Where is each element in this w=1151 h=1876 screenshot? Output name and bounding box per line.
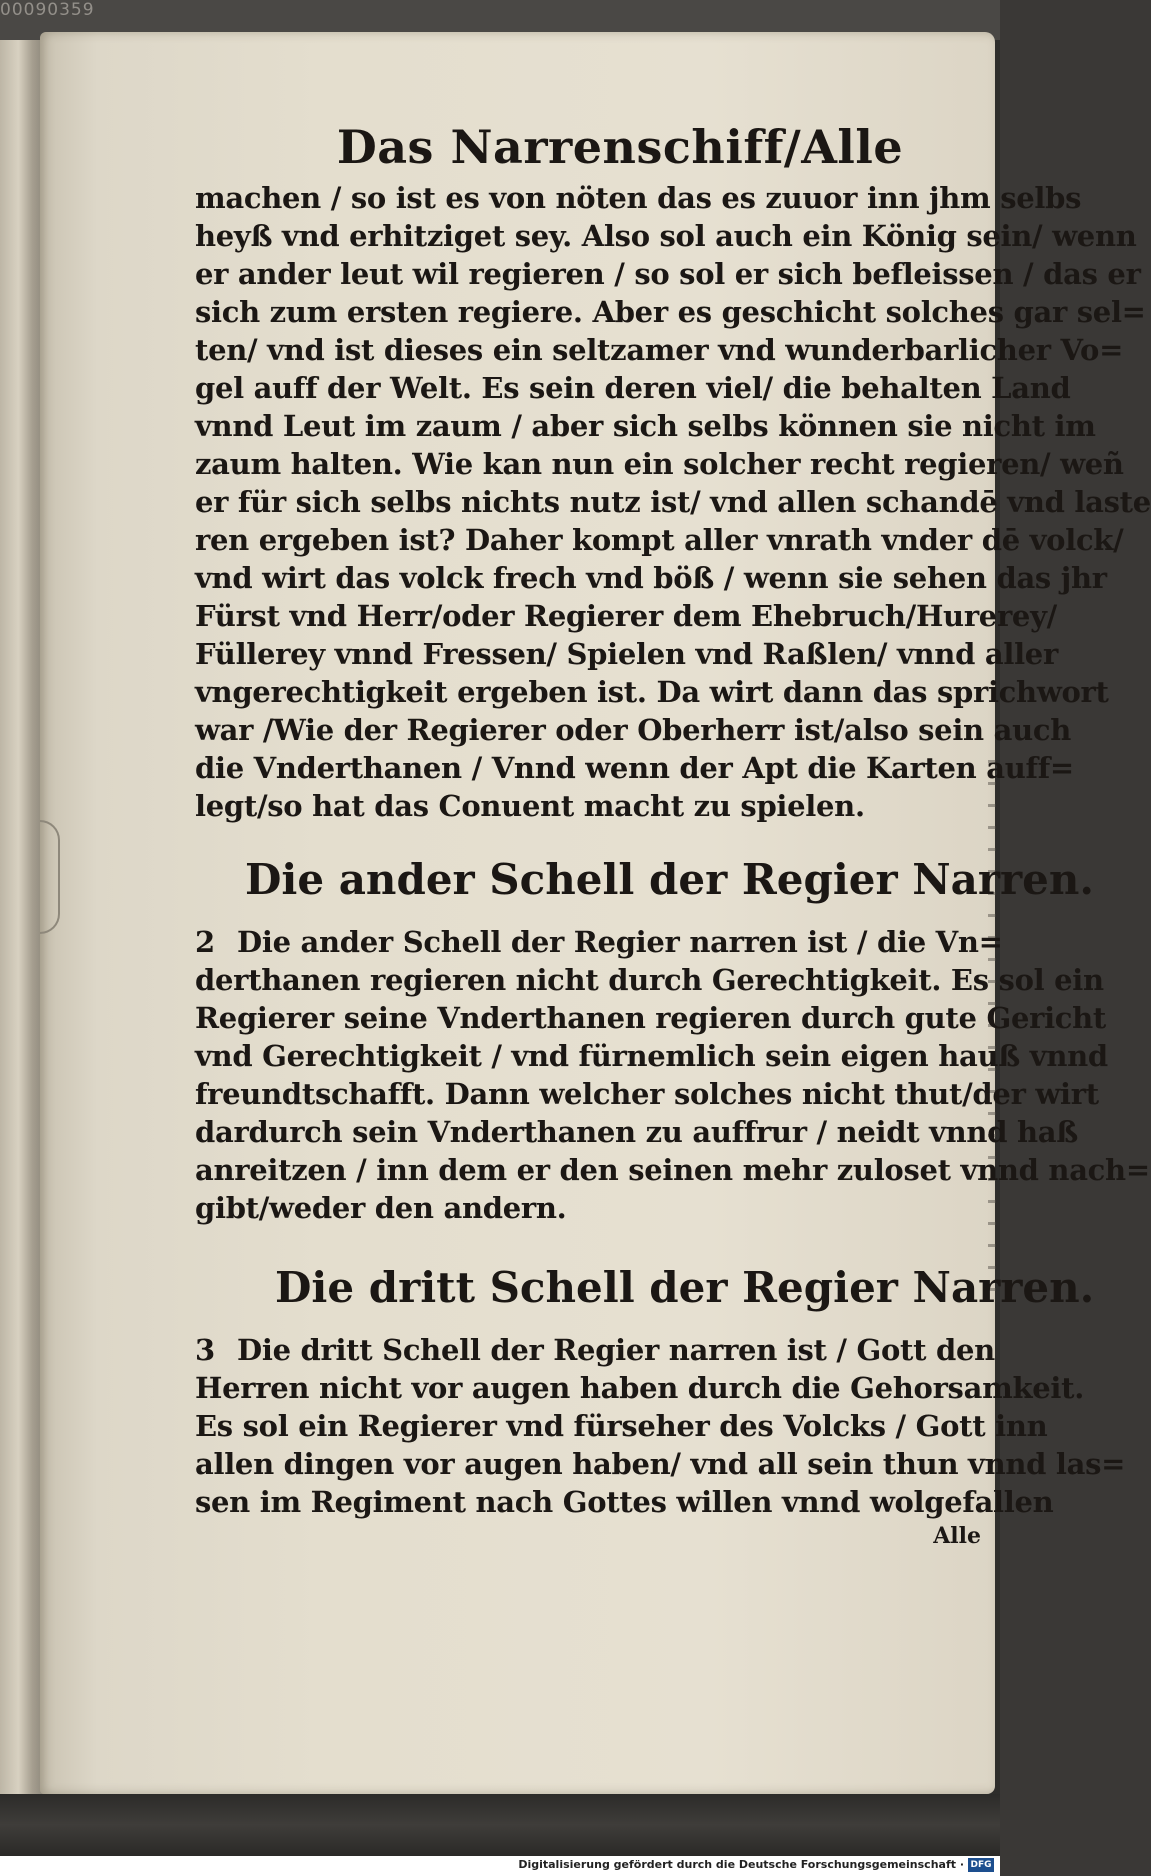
text-line: vngerechtigkeit ergeben ist. Da wirt dann das sprichwort <box>195 675 1109 709</box>
text-line: Es sol ein Regierer vnd fürseher des Volcks / Gott inn <box>195 1409 1048 1443</box>
text-line: sen im Regiment nach Gottes willen vnnd wolgefallen <box>195 1485 1054 1519</box>
text-line: sich zum ersten regiere. Aber es geschicht solches gar sel= <box>195 295 1146 329</box>
text-line: heyß vnd erhitziget sey. Also sol auch ein König sein/ wenn <box>195 219 1137 253</box>
text-line: ten/ vnd ist dieses ein seltzamer vnd wunderbarlicher Vo= <box>195 333 1124 367</box>
text-line: Fürst vnd Herr/oder Regierer dem Ehebruch/Hurerey/ <box>195 599 1057 633</box>
scanner-shelf <box>0 1794 1000 1856</box>
funding-credit: Digitalisierung gefördert durch die Deutsche Forschungsgemeinschaft · <box>518 1858 964 1871</box>
text-line: vnd wirt das volck frech vnd böß / wenn sie sehen das jhr <box>195 561 1107 595</box>
section-heading-3: Die dritt Schell der Regier Narren. <box>275 1263 1095 1312</box>
footer-bar <box>0 1856 1000 1876</box>
paragraph-block-3 <box>195 1331 1126 1521</box>
text-line: Regierer seine Vnderthanen regieren durch gute Gericht <box>195 1001 1107 1035</box>
text-line: legt/so hat das Conuent macht zu spielen. <box>195 789 865 823</box>
text-line: zaum halten. Wie kan nun ein solcher recht regieren/ weñ <box>195 447 1124 481</box>
paragraph-block-2 <box>195 923 1150 1227</box>
paragraph-marker: 2 <box>195 925 215 959</box>
text-line: ren ergeben ist? Daher kompt aller vnrath vnder dē volck/ <box>195 523 1124 557</box>
text-line: machen / so ist es von nöten das es zuuor inn jhm selbs <box>195 181 1082 215</box>
text-line: Herren nicht vor augen haben durch die Gehorsamkeit. <box>195 1371 1085 1405</box>
dfg-logo: DFG <box>968 1858 994 1872</box>
page-clip-mark <box>40 820 60 934</box>
text-line: anreitzen / inn dem er den seinen mehr zuloset vnnd nach= <box>195 1153 1150 1187</box>
text-line: vnd Gerechtigkeit / vnd fürnemlich sein eigen hauß vnnd <box>195 1039 1108 1073</box>
paragraph-marker: 3 <box>195 1333 215 1367</box>
text-line <box>195 923 1003 961</box>
text-line: Füllerey vnnd Fressen/ Spielen vnd Raßlen/ vnnd aller <box>195 637 1058 671</box>
text-line-content: Die dritt Schell der Regier narren ist / Gott den <box>237 1333 995 1367</box>
text-line: war /Wie der Regierer oder Oberherr ist/also sein auch <box>195 713 1072 747</box>
text-line: dardurch sein Vnderthanen zu auffrur / neidt vnnd haß <box>195 1115 1079 1149</box>
text-line: freundtschafft. Dann welcher solches nicht thut/der wirt <box>195 1077 1099 1111</box>
text-line: gibt/weder den andern. <box>195 1191 567 1225</box>
text-line: die Vnderthanen / Vnnd wenn der Apt die Karten auff= <box>195 751 1074 785</box>
scan-id-label: 00090359 <box>0 0 95 20</box>
catchword: Alle <box>933 1523 981 1549</box>
text-line: derthanen regieren nicht durch Gerechtigkeit. Es sol ein <box>195 963 1104 997</box>
running-head: Das Narrenschiff/Alle <box>336 120 904 174</box>
paragraph-block-1 <box>195 179 1151 825</box>
text-line-content: Die ander Schell der Regier narren ist / die Vn= <box>237 925 1003 959</box>
section-heading-2: Die ander Schell der Regier Narren. <box>245 855 1095 904</box>
text-line: allen dingen vor augen haben/ vnd all sein thun vnnd las= <box>195 1447 1126 1481</box>
text-line: er für sich selbs nichts nutz ist/ vnd allen schandē vnd laste <box>195 485 1151 519</box>
text-line <box>195 1331 995 1369</box>
text-line: gel auff der Welt. Es sein deren viel/ die behalten Land <box>195 371 1071 405</box>
text-line: vnnd Leut im zaum / aber sich selbs können sie nicht im <box>195 409 1096 443</box>
page-text <box>195 115 1151 1551</box>
text-line: er ander leut wil regieren / so sol er sich befleissen / das er <box>195 257 1141 291</box>
